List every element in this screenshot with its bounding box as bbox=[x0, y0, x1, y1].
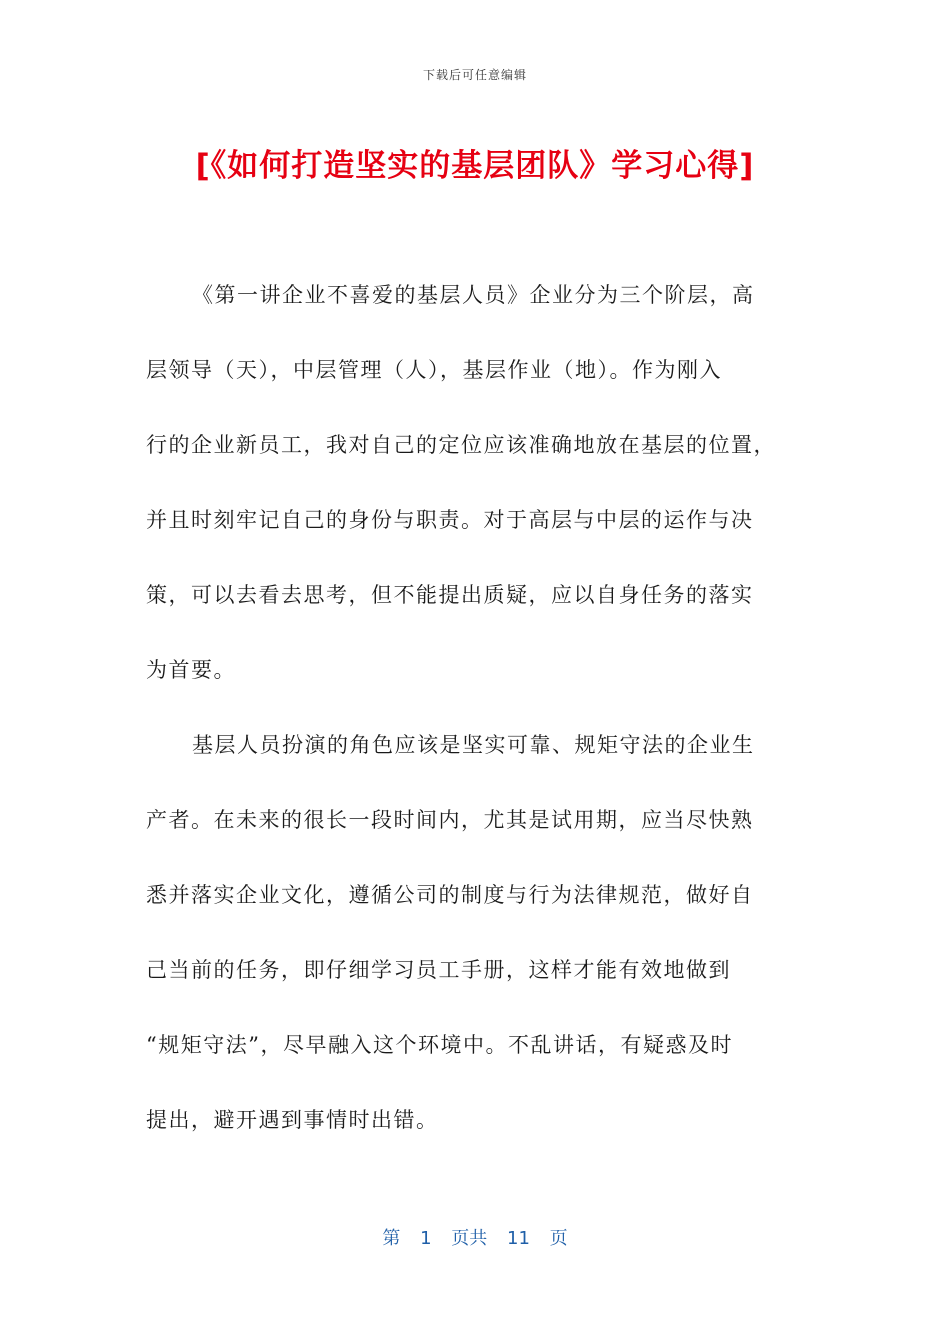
page-label-middle: 页共 bbox=[451, 1228, 488, 1249]
paragraph-line: 基层人员扮演的角色应该是坚实可靠、规矩守法的企业生 bbox=[192, 733, 755, 757]
paragraph-line: 层领导（天），中层管理（人），基层作业（地）。作为刚入 bbox=[146, 358, 722, 382]
paragraph-line: “规矩守法”，尽早融入这个环境中。不乱讲话，有疑惑及时 bbox=[146, 1033, 733, 1057]
page-footer bbox=[0, 1224, 950, 1250]
paragraph-1 bbox=[146, 258, 796, 708]
page-number: 1 bbox=[420, 1228, 432, 1249]
paragraph-line: 并且时刻牢记自己的身份与职责。对于高层与中层的运作与决 bbox=[146, 508, 754, 532]
paragraph-line: 悉并落实企业文化，遵循公司的制度与行为法律规范，做好自 bbox=[146, 883, 754, 907]
document-body bbox=[146, 258, 796, 1158]
paragraph-line: 产者。在未来的很长一段时间内，尤其是试用期，应当尽快熟 bbox=[146, 808, 754, 832]
header-note: 下载后可任意编辑 bbox=[422, 68, 527, 82]
paragraph-line: 行的企业新员工，我对自己的定位应该准确地放在基层的位置， bbox=[146, 433, 776, 457]
document-title: [《如何打造坚实的基层团队》学习心得] bbox=[195, 148, 755, 184]
page-label-prefix: 第 bbox=[382, 1228, 401, 1249]
paragraph-2 bbox=[146, 708, 796, 1158]
paragraph-line: 策，可以去看去思考，但不能提出质疑，应以自身任务的落实 bbox=[146, 583, 754, 607]
paragraph-line: 己当前的任务，即仔细学习员工手册，这样才能有效地做到 bbox=[146, 958, 731, 982]
paragraph-line: 《第一讲企业不喜爱的基层人员》企业分为三个阶层，高 bbox=[192, 283, 755, 307]
page-label-suffix: 页 bbox=[549, 1228, 568, 1249]
total-pages: 11 bbox=[507, 1228, 530, 1249]
paragraph-line: 为首要。 bbox=[146, 658, 236, 682]
paragraph-line: 提出，避开遇到事情时出错。 bbox=[146, 1108, 439, 1132]
